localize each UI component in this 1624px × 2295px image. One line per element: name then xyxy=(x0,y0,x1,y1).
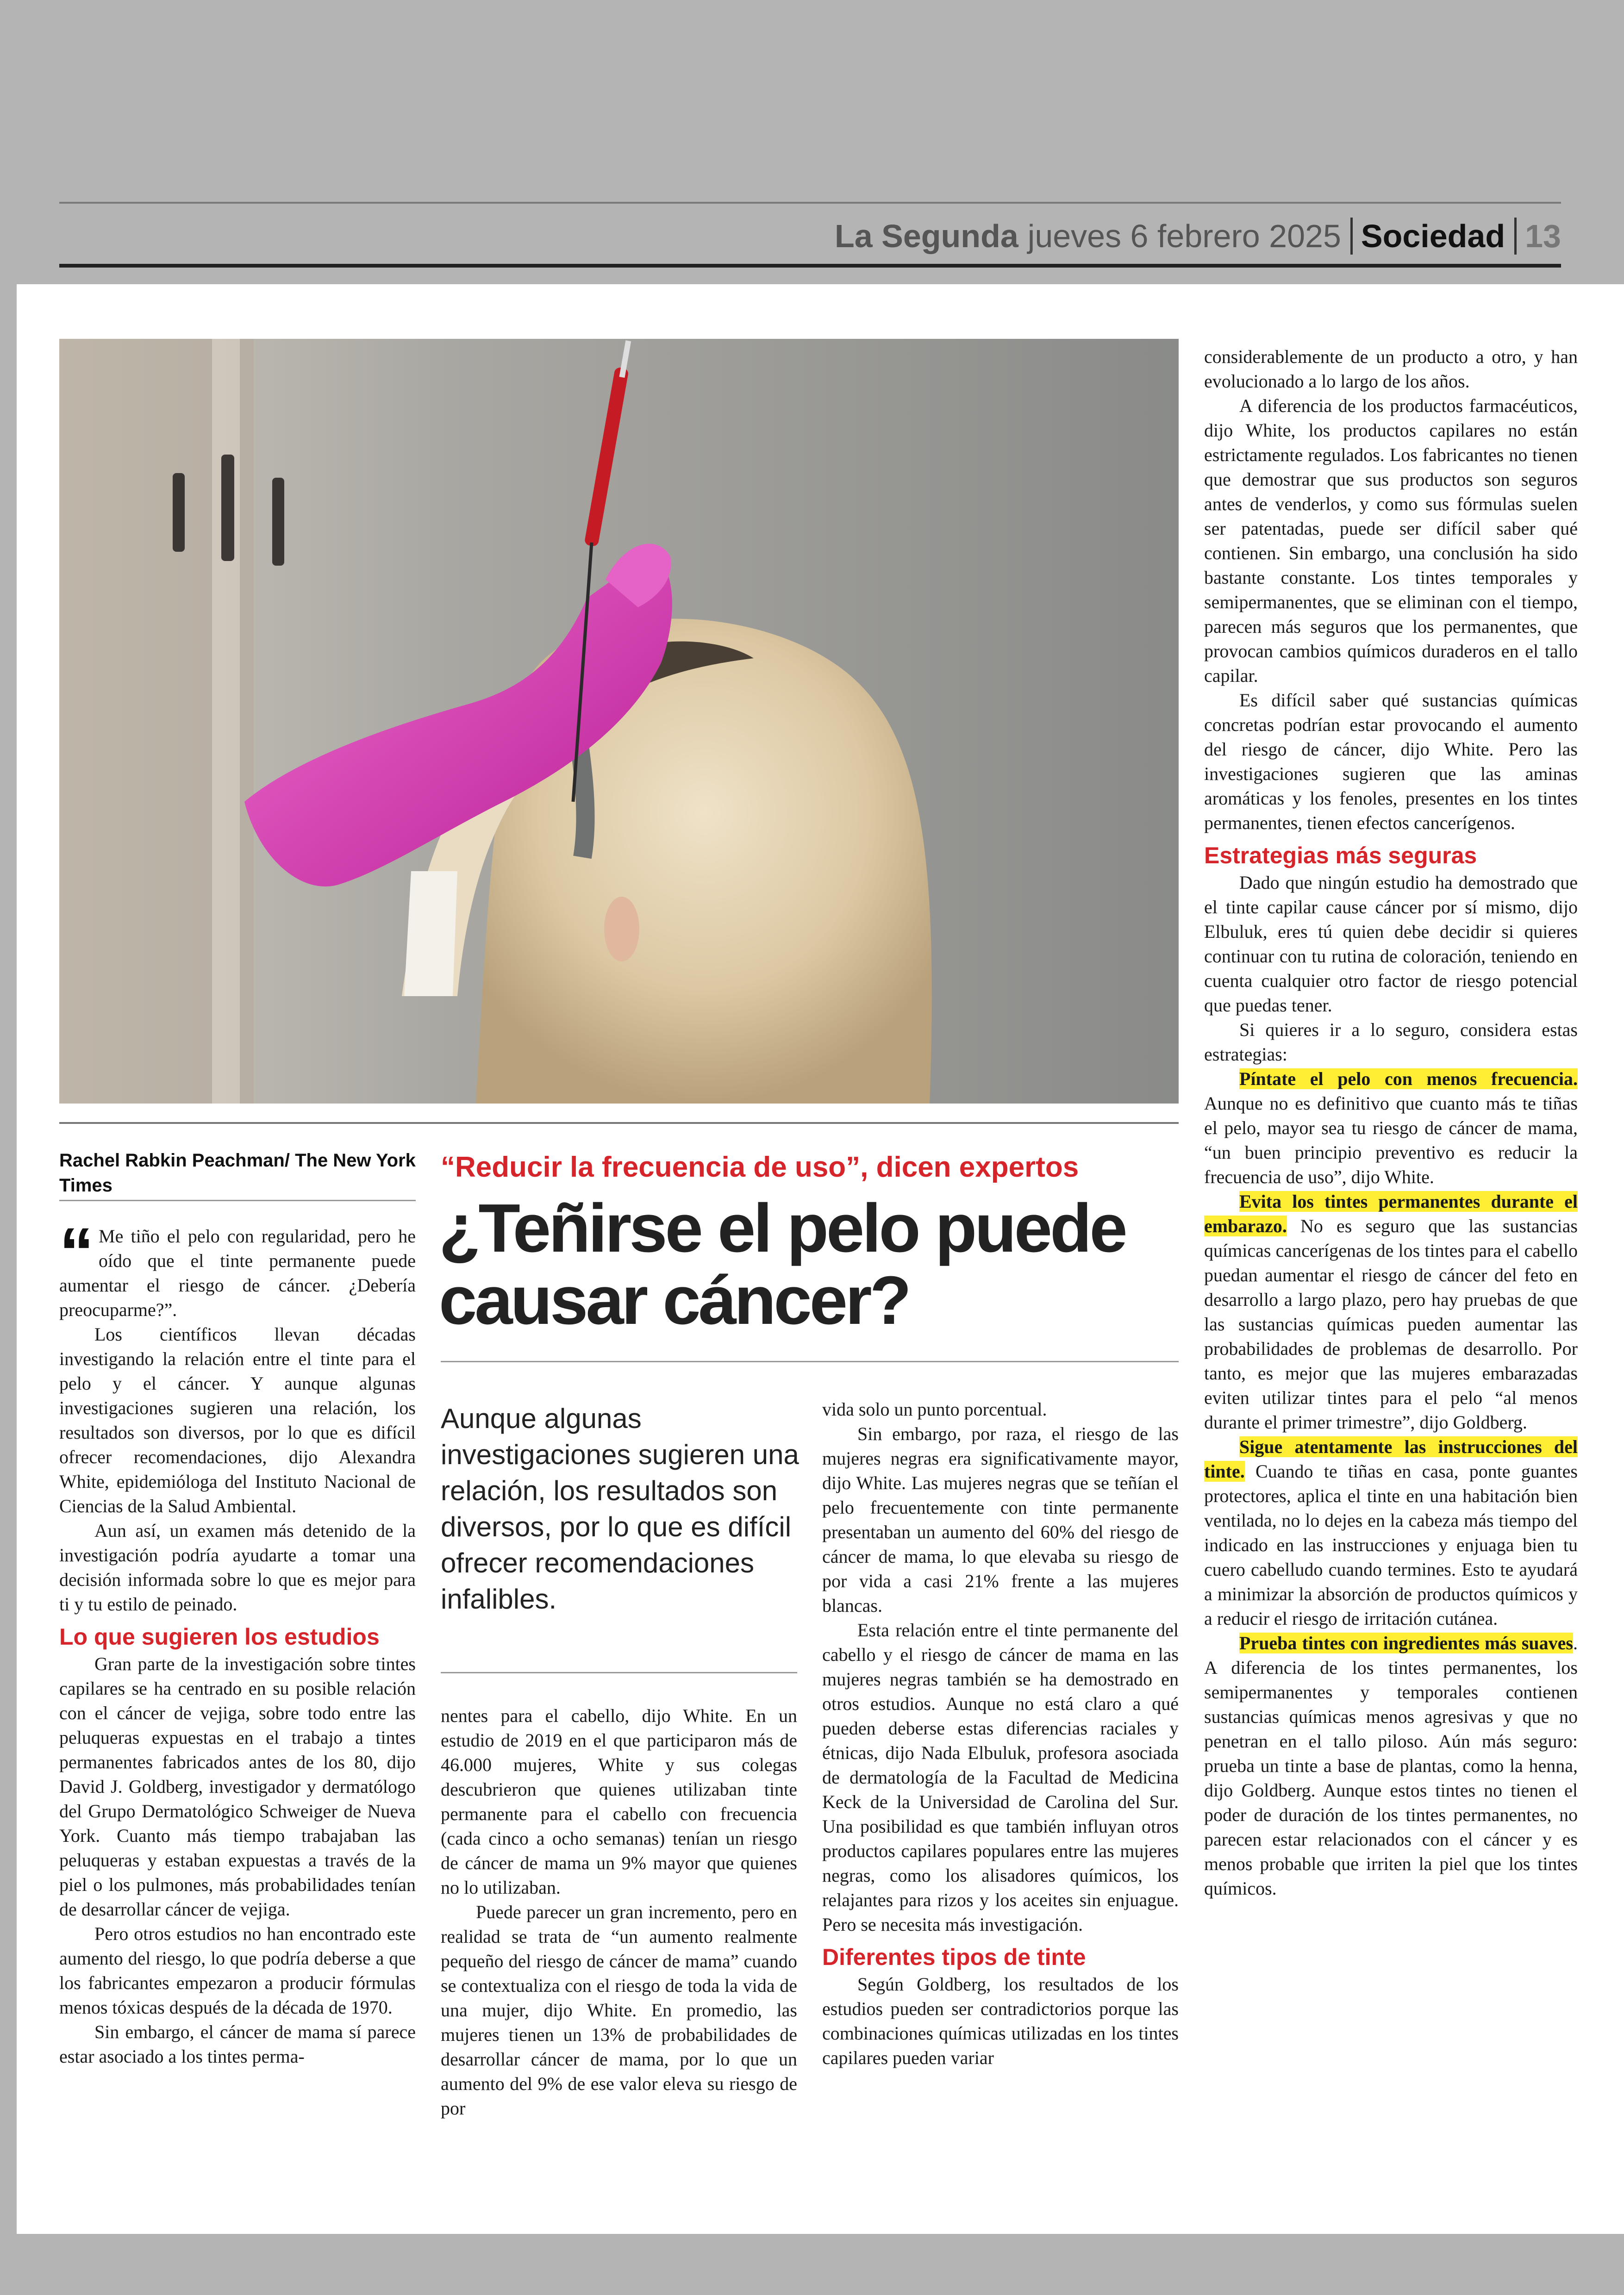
subheading: Lo que sugieren los estudios xyxy=(59,1624,380,1650)
quote-text: Me tiño el pelo con regularidad, pero he oído que el tinte permanente puede aumentar el riesgo de cáncer. ¿Debería preocuparme?”. xyxy=(59,1226,416,1320)
article-column-4 xyxy=(1204,344,1578,1901)
strategy-text: Aunque no es definitivo que cuanto más te tiñas el pelo, mayor sea tu riesgo de cáncer de mama, “un buen principio preventivo es reducir la frecuencia de uso”, dijo White. xyxy=(1204,1093,1578,1187)
paragraph: Si quieres ir a lo seguro, considera estas estrategias: xyxy=(1204,1019,1578,1065)
quote-mark-icon: “ xyxy=(59,1213,94,1291)
article-column-3 xyxy=(822,1397,1179,2070)
strategy-highlight: Prueba tintes con ingredientes más suaves xyxy=(1239,1633,1573,1653)
paragraph: Sin embargo, el cáncer de mama sí parece estar asociado a los tintes perma- xyxy=(59,2021,416,2067)
headline: ¿Teñirse el pelo puede causar cáncer? xyxy=(439,1190,1125,1339)
byline-divider xyxy=(59,1200,416,1201)
page-header xyxy=(59,202,1561,268)
paragraph: considerablemente de un producto a otro, y han evolucionado a lo largo de los años. xyxy=(1204,346,1578,392)
section-name: Sociedad xyxy=(1350,218,1505,255)
paragraph: Puede parecer un gran incremento, pero en realidad se trata de “un aumento realmente pequeño del riesgo de cáncer de mama” cuando se contextualiza con el riesgo de toda la vida de una mujer, dijo White. En promedio, las mujeres tienen un 13% de probabilidades de desarrollar cáncer de mama, por lo que un aumento del 9% de ese valor eleva su riesgo de por xyxy=(441,1902,797,2119)
subheading: Estrategias más seguras xyxy=(1204,842,1477,868)
strategy-text: No es seguro que las sustancias químicas cancerígenas de los tintes para el cabello puedan aumentar el riesgo de cáncer del feto en desarrollo a largo plazo, pero hay pruebas de que las sustancias químicas pueden aumentar las probabilidades de problemas de desarrollo. Por tanto, es mejor que las mujeres embarazadas eviten utilizar tintes para el pelo “al menos durante el primer trimestre”, dijo Goldberg. xyxy=(1204,1216,1578,1433)
paragraph: Esta relación entre el tinte permanente del cabello y el riesgo de cáncer de mama en las mujeres negras también se ha demostrado en otros estudios. Aunque no está claro a qué pueden deberse estas diferencias raciales y étnicas, dijo Nada Elbuluk, profesora asociada de dermatología de la Facultad de Medicina Keck de la Universidad de Carolina del Sur. Una posibilidad es que también influyan otros productos capilares populares entre las mujeres negras, como los alisadores químicos, los relajantes para rizos y los aceites sin enjuague. Pero se necesita más investigación. xyxy=(822,1620,1179,1935)
subheading: Diferentes tipos de tinte xyxy=(822,1944,1086,1970)
strategy-3 xyxy=(1204,1434,1578,1631)
paragraph: vida solo un punto porcentual. xyxy=(822,1399,1047,1420)
bottom-margin xyxy=(0,2234,1624,2295)
newspaper-page xyxy=(17,284,1624,2234)
opening-quote xyxy=(59,1213,416,1322)
headline-divider xyxy=(441,1361,1179,1362)
strategy-1 xyxy=(1204,1066,1578,1189)
kicker: “Reducir la frecuencia de uso”, dicen expertos xyxy=(441,1151,1079,1183)
strategy-4 xyxy=(1204,1631,1578,1901)
paragraph: Según Goldberg, los resultados de los estudios pueden ser contradictorios porque las combinaciones químicas utilizadas en los tintes capilares pueden variar xyxy=(822,1974,1179,2068)
paragraph: A diferencia de los productos farmacéuticos, dijo White, los productos capilares no están estrictamente regulados. Los fabricantes no tienen que demostrar que sus productos son seguros antes de venderlos, y como sus fórmulas suelen ser patentadas, puede ser difícil saber qué contienen. Sin embargo, una conclusión ha sido bastante constante. Los tintes temporales y semipermanentes, que se eliminan con el tiempo, parecen más seguros que los permanentes, que provocan cambios químicos duraderos en el tallo capilar. xyxy=(1204,395,1578,686)
paragraph: Sin embargo, por raza, el riesgo de las mujeres negras era significativamente mayor, dijo White. Las mujeres negras que se teñían el pelo frecuentemente con tinte permanente presentaban un aumento del 60% del riesgo de cáncer de mama, lo que elevaba su riesgo de por vida a casi 21% frente a las mujeres blancas. xyxy=(822,1423,1179,1616)
strategy-text: Cuando te tiñas en casa, ponte guantes protectores, aplica el tinte en una habitación bien ventilada, no lo dejes en la cabeza más tiempo del indicado en las instrucciones y enjuaga bien tu cuero cabelludo cuando termines. Esto te ayudará a minimizar la absorción de productos químicos y a reducir el riesgo de irritación cutánea. xyxy=(1204,1461,1578,1629)
paragraph: Es difícil saber qué sustancias químicas concretas podrían estar provocando el aumento del riesgo de cáncer, dijo White. Pero las investigaciones sugieren que las aminas aromáticas y los fenoles, presentes en los tintes permanentes, tienen efectos cancerígenos. xyxy=(1204,690,1578,833)
paragraph: nentes para el cabello, dijo White. En un estudio de 2019 en el que participaron más de 46.000 mujeres, White y sus colegas descubrieron que quienes utilizaban tinte permanente para el cabello con frecuencia (cada cinco a ocho semanas) tenían un riesgo de cáncer de mama un 9% mayor que quienes no lo utilizaban. xyxy=(441,1705,797,1898)
paragraph: Los científicos llevan décadas investigando la relación entre el tinte para el pelo y el cáncer. Y aunque algunas investigaciones sugieren una relación, los resultados son diversos, por lo que es difícil ofrecer recomendaciones, dijo Alexandra White, epidemióloga del Instituto Nacional de Ciencias de la Salud Ambiental. xyxy=(59,1324,416,1516)
strategy-text: . A diferencia de los tintes permanentes, los semipermanentes y temporales contienen sustancias químicas menos agresivas y que no penetran en el tallo piloso. Aún más seguro: prueba un tinte a base de plantas, como la henna, dijo Goldberg. Aunque estos tintes no tienen el poder de duración de los tintes permanentes, no parecen estar relacionados con el cáncer y es menos probable que irriten la piel que los tintes químicos. xyxy=(1204,1633,1578,1899)
deck-summary: Aunque algunas investigaciones sugieren una relación, los resultados son diversos, por lo que es difícil ofrecer recomendaciones infalibles. xyxy=(441,1403,799,1615)
strategy-highlight: Píntate el pelo con menos frecuencia. xyxy=(1239,1068,1578,1089)
photo-divider xyxy=(59,1122,1179,1124)
article-column-2 xyxy=(441,1703,797,2120)
paragraph: Aun así, un examen más detenido de la investigación podría ayudarte a tomar una decisión informada sobre lo que es mejor para ti y tu estilo de peinado. xyxy=(59,1520,416,1615)
strategy-highlight: Sigue atentamente las instrucciones del tinte. xyxy=(1204,1436,1578,1482)
hair-dye-photo xyxy=(59,339,1179,1104)
paragraph: Dado que ningún estudio ha demostrado que el tinte capilar cause cáncer por sí mismo, dijo Elbuluk, eres tú quien debe decidir si quieres continuar con tu rutina de coloración, teniendo en cuenta cualquier otro factor de riesgo potencial que puedas tener. xyxy=(1204,872,1578,1016)
byline: Rachel Rabkin Peachman/ The New York Times xyxy=(59,1150,416,1196)
header-bar xyxy=(835,213,1561,259)
deck-divider xyxy=(441,1672,797,1673)
strategy-highlight: Evita los tintes permanentes durante el embarazo. xyxy=(1204,1191,1578,1236)
page-number: 13 xyxy=(1514,218,1561,255)
strategy-2 xyxy=(1204,1189,1578,1434)
paragraph: Pero otros estudios no han encontrado este aumento del riesgo, lo que podría deberse a que los fabricantes empezaron a producir fórmulas menos tóxicas después de la década de 1970. xyxy=(59,1923,416,2018)
issue-date: jueves 6 febrero 2025 xyxy=(1027,218,1341,254)
paragraph: Gran parte de la investigación sobre tintes capilares se ha centrado en su posible relación con el cáncer de vejiga, sobre todo entre las peluqueras expuestas en el trabajo a tintes permanentes fabricados antes de los 80, dijo David J. Goldberg, investigador y dermatólogo del Grupo Dermatológico Schweiger de Nueva York. Cuanto más tiempo trabajaban las peluqueras y estaban expuestas a través de la piel o los pulmones, más probabilidades tenían de desarrollar cáncer de vejiga. xyxy=(59,1653,416,1920)
article-column-1 xyxy=(59,1213,416,2069)
newspaper-name: La Segunda xyxy=(835,218,1018,254)
